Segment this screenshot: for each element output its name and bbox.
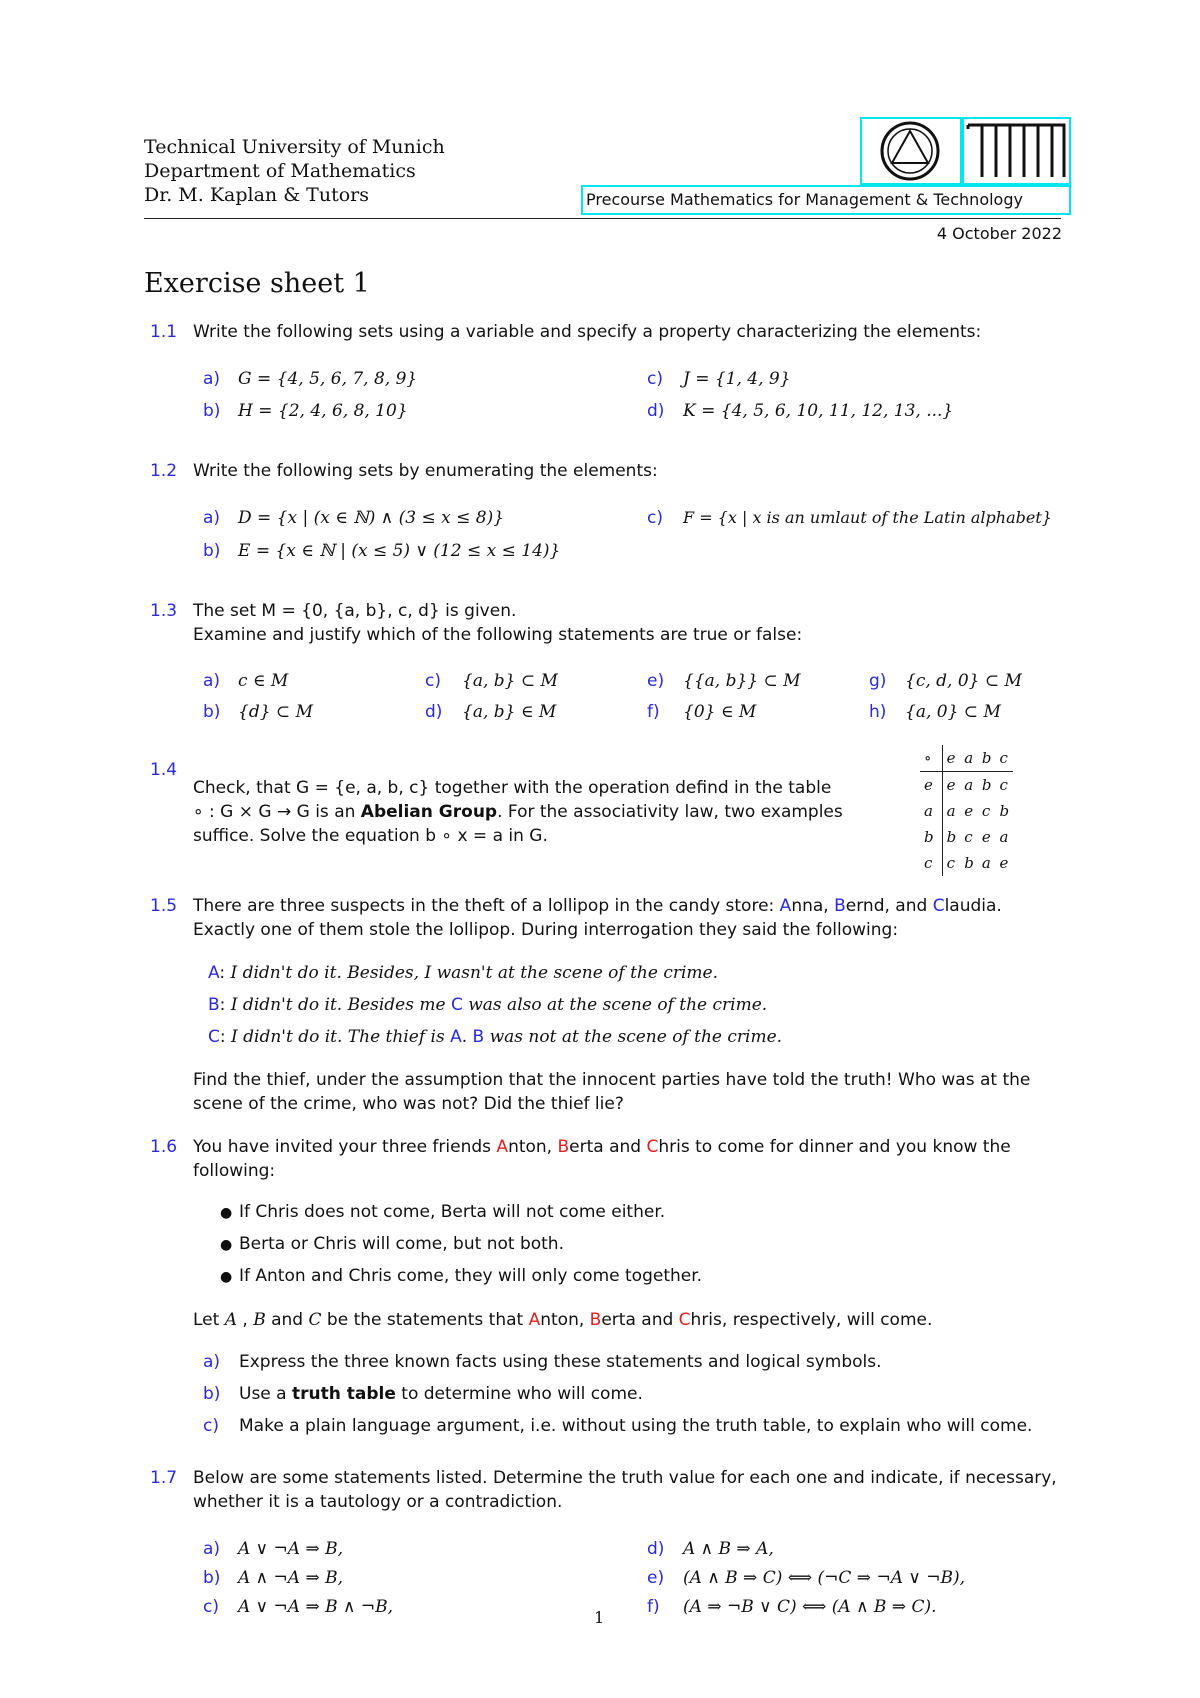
table-cell: c — [964, 828, 973, 846]
item-label: d) — [647, 401, 665, 421]
header-block — [144, 135, 445, 207]
table-cell: c — [999, 776, 1008, 794]
table-cell: a — [964, 776, 974, 794]
math-dept-logo-box — [860, 117, 962, 185]
exercise-1-4-line-1: Check, that G = {e, a, b, c} together with the operation defind in the table — [193, 778, 832, 798]
table-cell: b — [964, 854, 974, 872]
item-label: e) — [647, 1568, 665, 1588]
exercise-1-3-line-1: The set M = {0, {a, b}, c, d} is given. — [193, 601, 517, 621]
exercise-1-6-line-2: following: — [193, 1161, 276, 1181]
math-dept-logo-icon — [862, 119, 960, 183]
math-expression: {a, 0} ⊂ M — [905, 702, 1001, 722]
exercise-1-6-let: Let A , B and C be the statements that Anton, Berta and Chris, respectively, will come. — [193, 1310, 933, 1330]
bullet-icon: ● — [220, 1237, 233, 1253]
table-cell: e — [946, 776, 956, 794]
item-text: Use a truth table to determine who will come. — [239, 1384, 643, 1404]
item-label: a) — [203, 1539, 221, 1559]
list-item — [203, 1416, 219, 1436]
item-label: e) — [647, 671, 665, 691]
table-cell: a — [999, 828, 1009, 846]
item-label: b) — [203, 541, 221, 561]
list-item — [869, 671, 886, 691]
exercise-number-1-3: 1.3 — [150, 601, 178, 621]
exercise-number-1-6: 1.6 — [150, 1137, 178, 1157]
list-item — [203, 1568, 220, 1588]
list-item — [647, 508, 663, 528]
item-label: a) — [203, 369, 221, 389]
list-item — [425, 671, 441, 691]
math-expression: (A ∧ B ⇒ C) ⟺ (¬C ⇒ ¬A ∨ ¬B), — [683, 1568, 966, 1588]
exercise-1-5-line-2: Exactly one of them stole the lollipop. During interrogation they said the following: — [193, 920, 899, 940]
operation-table — [920, 745, 1013, 876]
exercise-1-7-line-2: whether it is a tautology or a contradiction. — [193, 1492, 563, 1512]
exercise-number-1-5: 1.5 — [150, 896, 178, 916]
table-header-cell: b — [978, 745, 996, 772]
item-label: c) — [425, 671, 441, 691]
exercise-1-1-text: Write the following sets using a variable and specify a property characterizing the elements: — [193, 322, 982, 342]
math-expression: H = {2, 4, 6, 8, 10} — [238, 401, 408, 421]
table-cell: a — [981, 854, 991, 872]
table-row — [920, 772, 1013, 799]
math-expression: G = {4, 5, 6, 7, 8, 9} — [238, 369, 418, 389]
list-item — [203, 671, 220, 691]
row-header: b — [920, 824, 942, 850]
row-header: a — [920, 798, 942, 824]
exercise-1-3-line-2: Examine and justify which of the following statements are true or false: — [193, 625, 803, 645]
abelian-group-term: Abelian Group — [360, 802, 498, 822]
math-expression: {a, b} ⊂ M — [462, 671, 558, 691]
item-label: b) — [203, 702, 221, 722]
table-cell: b — [981, 776, 992, 794]
bullet-icon: ● — [220, 1205, 233, 1221]
item-label: g) — [869, 671, 887, 691]
exercise-1-2-text: Write the following sets by enumerating the elements: — [193, 461, 658, 481]
exercise-number-1-7: 1.7 — [150, 1468, 178, 1488]
truth-table-term: truth table — [291, 1384, 396, 1404]
math-expression: {a, b} ∈ M — [462, 702, 557, 722]
list-item — [647, 401, 664, 421]
exercise-1-5-line-1: There are three suspects in the theft of a lollipop in the candy store: Anna, Bernd, and Claudia. — [193, 896, 1002, 916]
authors: Dr. M. Kaplan & Tutors — [144, 184, 369, 206]
list-item — [203, 401, 220, 421]
item-label: c) — [203, 1597, 219, 1617]
table-row — [920, 798, 1013, 824]
math-expression: (A ⇒ ¬B ∨ C) ⟺ (A ∧ B ⇒ C). — [683, 1597, 937, 1617]
statement-b: B: I didn't do it. Besides me C was also at the scene of the crime. — [208, 995, 768, 1015]
list-item — [203, 508, 220, 528]
row-header: c — [920, 850, 942, 876]
list-item: If Anton and Chris come, they will only come together. — [239, 1266, 703, 1286]
table-cell: b — [946, 828, 957, 846]
exercise-1-6-line-1: You have invited your three friends Anton, Berta and Chris to come for dinner and you know the — [193, 1137, 1011, 1157]
list-item — [647, 369, 663, 389]
math-expression: A ∧ B ⇒ A, — [683, 1539, 774, 1559]
math-expression: {0} ∈ M — [683, 702, 757, 722]
list-item — [203, 369, 220, 389]
table-cell: c — [946, 854, 956, 872]
list-item: Berta or Chris will come, but not both. — [239, 1234, 564, 1254]
list-item — [203, 702, 220, 722]
exercise-1-4-line-3: suffice. Solve the equation b ∘ x = a in G. — [193, 826, 548, 846]
item-label: d) — [425, 702, 443, 722]
table-cell: e — [981, 828, 991, 846]
math-expression: {d} ⊂ M — [238, 702, 313, 722]
exercise-number-1-2: 1.2 — [150, 461, 178, 481]
item-label: a) — [203, 671, 221, 691]
math-expression: c ∈ M — [238, 671, 289, 691]
row-header: e — [920, 772, 942, 799]
tum-logo-box — [962, 117, 1071, 185]
sheet-title: Exercise sheet 1 — [144, 268, 370, 299]
table-row — [920, 850, 1013, 876]
table-cell: c — [981, 802, 991, 820]
list-item — [647, 1539, 664, 1559]
list-item — [203, 1597, 219, 1617]
item-label: f) — [647, 702, 660, 722]
math-expression: D = {x | (x ∈ ℕ) ∧ (3 ≤ x ≤ 8)} — [238, 508, 505, 528]
math-expression: E = {x ∈ ℕ | (x ≤ 5) ∨ (12 ≤ x ≤ 14)} — [238, 541, 561, 561]
statement-a: A: I didn't do it. Besides, I wasn't at the scene of the crime. — [208, 963, 719, 983]
math-expression: J = {1, 4, 9} — [683, 369, 791, 389]
item-label: b) — [203, 1568, 221, 1588]
table-header-cell: c — [995, 745, 1013, 772]
exercise-1-5-final-1: Find the thief, under the assumption that the innocent parties have told the truth! Who was at the — [193, 1070, 1031, 1090]
header-divider — [144, 218, 1061, 219]
bullet-icon: ● — [220, 1269, 233, 1285]
date: 4 October 2022 — [936, 224, 1062, 243]
list-item — [869, 702, 886, 722]
exercise-1-4-line-2: ∘ : G × G → G is an Abelian Group. For the associativity law, two examples — [193, 802, 843, 822]
table-corner: ∘ — [920, 745, 942, 772]
list-item — [203, 1539, 220, 1559]
list-item — [647, 1568, 664, 1588]
item-label: b) — [203, 1384, 221, 1404]
item-label: c) — [647, 369, 663, 389]
item-label: a) — [203, 508, 221, 528]
list-item: If Chris does not come, Berta will not come either. — [239, 1202, 666, 1222]
table-cell: b — [999, 802, 1010, 820]
table-header-cell: e — [942, 745, 960, 772]
course-title: Precourse Mathematics for Management & Technology — [581, 185, 1071, 215]
table-cell: e — [964, 802, 974, 820]
statement-c: C: I didn't do it. The thief is A. B was not at the scene of the crime. — [208, 1027, 783, 1047]
list-item — [647, 671, 664, 691]
item-label: b) — [203, 401, 221, 421]
item-label: d) — [647, 1539, 665, 1559]
item-label: f) — [647, 1597, 660, 1617]
math-expression: K = {4, 5, 6, 10, 11, 12, 13, ...} — [683, 401, 954, 421]
exercise-1-5-final-2: scene of the crime, who was not? Did the thief lie? — [193, 1094, 624, 1114]
list-item — [425, 702, 442, 722]
university-name: Technical University of Munich — [144, 136, 445, 158]
table-header-cell: a — [960, 745, 978, 772]
list-item — [647, 1597, 660, 1617]
list-item — [203, 541, 220, 561]
math-expression: {c, d, 0} ⊂ M — [905, 671, 1022, 691]
item-text: Make a plain language argument, i.e. without using the truth table, to explain who will come. — [239, 1416, 1033, 1436]
math-expression: A ∨ ¬A ⇒ B ∧ ¬B, — [238, 1597, 393, 1617]
list-item — [647, 702, 660, 722]
math-expression: A ∧ ¬A ⇒ B, — [238, 1568, 343, 1588]
math-expression: F = {x | x is an umlaut of the Latin alphabet} — [683, 508, 1052, 527]
item-label: a) — [203, 1352, 221, 1372]
exercise-number-1-1: 1.1 — [150, 322, 178, 342]
exercise-number-1-4: 1.4 — [150, 760, 178, 780]
table-cell: a — [946, 802, 956, 820]
math-expression: A ∨ ¬A ⇒ B, — [238, 1539, 343, 1559]
item-label: c) — [647, 508, 663, 528]
item-label: h) — [869, 702, 887, 722]
exercise-1-7-line-1: Below are some statements listed. Determine the truth value for each one and indicate, if necessary, — [193, 1468, 1057, 1488]
list-item — [203, 1384, 220, 1404]
math-expression: {{a, b}} ⊂ M — [683, 671, 801, 691]
page-number: 1 — [594, 1608, 605, 1627]
table-row — [920, 824, 1013, 850]
item-text: Express the three known facts using these statements and logical symbols. — [239, 1352, 882, 1372]
department-name: Department of Mathematics — [144, 160, 416, 182]
tum-logo-icon — [964, 119, 1069, 183]
item-label: c) — [203, 1416, 219, 1436]
table-cell: e — [999, 854, 1009, 872]
list-item — [203, 1352, 220, 1372]
